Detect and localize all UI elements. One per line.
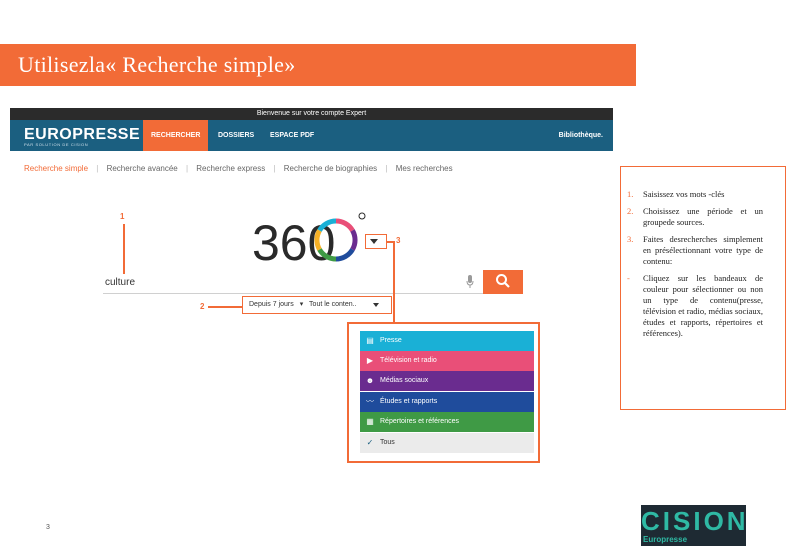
page-number: 3 (46, 524, 50, 531)
nav-espace-pdf[interactable]: ESPACE PDF (270, 132, 315, 139)
slide-title-banner (0, 44, 636, 86)
subnav-separator: | (273, 164, 276, 173)
play-icon: ▶ (366, 356, 374, 365)
instructions-panel (620, 166, 786, 410)
search-input[interactable] (105, 274, 435, 290)
menu-item-presse[interactable] (360, 331, 534, 351)
search-button[interactable] (483, 270, 523, 294)
subnav-recherche-avancee[interactable]: Recherche avancée (106, 164, 178, 173)
subnav-separator: | (385, 164, 388, 173)
instruction-item: - Cliquez sur les bandeaux de couleur pour sélectionner ou non un type de contenu(presse, télévision et radio, médias sociaux, études et rapports, répertoires et références). (627, 273, 763, 338)
degree-symbol (359, 213, 365, 219)
subnav-recherche-express[interactable]: Recherche express (196, 164, 266, 173)
menu-item-label: Presse (380, 337, 402, 344)
cision-logo (641, 505, 749, 546)
instruction-item: 2. Choisissez une période et un groupede sources. (627, 206, 763, 227)
cision-subtitle: Europresse (643, 535, 688, 544)
callout-3: 3 (396, 236, 401, 245)
check-icon: ✓ (366, 438, 374, 447)
search-bar (103, 270, 483, 294)
callout-2-line (208, 306, 242, 308)
subnav-mes-recherches[interactable]: Mes recherches (395, 164, 453, 173)
subnav-recherche-simple[interactable]: Recherche simple (24, 164, 89, 173)
menu-item-television-radio[interactable] (360, 351, 534, 371)
book-icon: ▦ (366, 417, 374, 426)
subnav-recherche-biographies[interactable]: Recherche de biographies (283, 164, 378, 173)
newspaper-icon: ▤ (366, 336, 374, 345)
cision-wordmark: CISION (641, 506, 749, 536)
callout-1-line (123, 224, 125, 274)
content-filter[interactable]: Tout le conten.. (309, 301, 357, 308)
menu-item-label: Tous (380, 439, 395, 446)
menu-item-label: Médias sociaux (380, 377, 429, 384)
nav-bibliotheque[interactable]: Bibliothèque. (558, 132, 603, 139)
menu-item-repertoires-references[interactable] (360, 412, 534, 432)
nav-rechercher[interactable]: RECHERCHER (143, 120, 208, 151)
subnav-separator: | (96, 164, 99, 173)
sub-navigation (24, 164, 614, 176)
instruction-item: 3. Faites desrecherches simplement en présélectionnant votre type de contenu: (627, 234, 763, 266)
welcome-strip: Bienvenue sur votre compte Expert (10, 108, 613, 120)
microphone-icon[interactable] (466, 275, 474, 289)
chevron-down-icon[interactable] (373, 303, 379, 307)
menu-item-tous[interactable] (360, 433, 534, 453)
callout-3-line-b (393, 241, 395, 322)
subnav-separator: | (185, 164, 189, 173)
logo-subtitle: PAR SOLUTION DE CISION (24, 142, 89, 147)
menu-item-label: Études et rapports (380, 398, 438, 405)
people-icon: ☻ (365, 376, 375, 385)
period-filter[interactable]: Depuis 7 jours (249, 301, 294, 308)
instruction-item: 1. Saisissez vos mots -clés (627, 189, 725, 199)
trend-icon: 〰 (366, 397, 374, 406)
search-icon (495, 273, 511, 289)
menu-item-medias-sociaux[interactable] (360, 371, 534, 391)
content-type-menu (347, 322, 540, 463)
nav-dossiers[interactable]: DOSSIERS (218, 132, 255, 139)
search-filters (242, 296, 392, 314)
callout-1: 1 (120, 212, 125, 221)
logo-360-text: 360 (252, 215, 336, 265)
callout-2: 2 (200, 302, 205, 311)
top-navbar (10, 120, 613, 151)
chevron-down-icon[interactable]: ▾ (299, 301, 304, 308)
europresse-logo[interactable]: EUROPRESSE (24, 126, 141, 143)
menu-item-etudes-rapports[interactable] (360, 392, 534, 412)
chevron-down-icon[interactable] (370, 239, 378, 244)
slide-title: Utilisezla« Recherche simple» (18, 52, 296, 77)
menu-item-label: Télévision et radio (380, 357, 437, 364)
logo-360 (252, 210, 372, 265)
menu-item-label: Répertoires et références (380, 418, 459, 425)
